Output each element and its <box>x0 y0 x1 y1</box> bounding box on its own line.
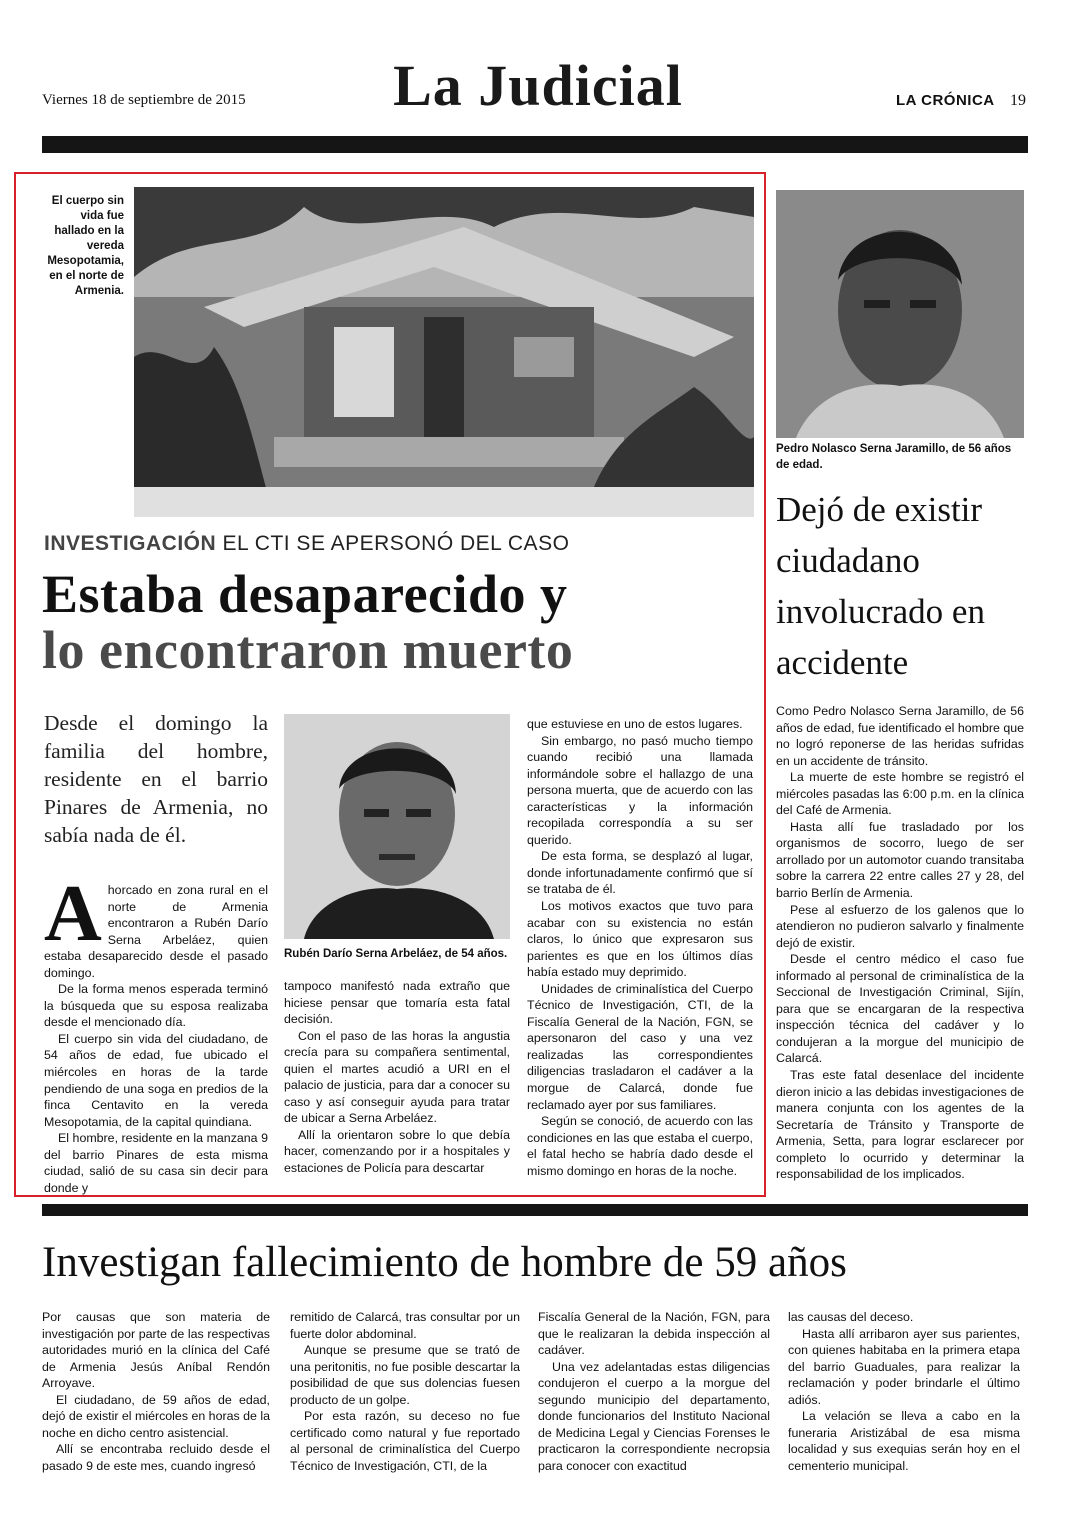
main-story-paragraph: Los motivos exactos que tuvo para acabar con su existencia no están claros, lo único que expresaron sus parientes es que en los últimos días había estado muy deprimido. <box>527 899 753 980</box>
drop-cap: A <box>44 870 102 958</box>
main-story-column-1 <box>44 870 268 1196</box>
bottom-story-column-4 <box>788 1309 1020 1474</box>
bottom-story-paragraph: Fiscalía General de la Nación, FGN, para que le realizaran la debida inspección al cadáver. <box>538 1310 770 1358</box>
main-story-paragraph: Según se conoció, de acuerdo con las condiciones en las que estaba el cuerpo, el fatal hecho se habría dado desde el mismo domingo en horas de la noche. <box>527 1114 753 1178</box>
side-story-paragraph: Desde el centro médico el caso fue informado al personal de criminalística de la Seccional de Investigación Criminal, Sijín, para que se encargaran de la respectiva inspección técnica del cadáver y lo condujeran a la morgue del municipio de Calarcá. <box>776 952 1024 1066</box>
main-headline <box>42 564 762 681</box>
bottom-story-rule <box>42 1204 1028 1216</box>
main-story-paragraph: Ahorcado en zona rural en el norte de Armenia encontraron a Rubén Darío Serna Arbeláez, quien estaba desaparecido desde el pasado domingo. <box>44 870 268 980</box>
kicker-label: INVESTIGACIÓN <box>44 532 217 555</box>
side-story-paragraph: Pese al esfuerzo de los galenos que lo atendieron no pudieron salvarlo y finalmente dejó de existir. <box>776 902 1024 950</box>
main-story-paragraph: El cuerpo sin vida del ciudadano, de 54 años de edad, fue ubicado el miércoles en horas de la tarde pendiendo de una soga en predios de la finca Centavito en la vereda Mesopotamia, de la capital quindiana. <box>44 1031 268 1129</box>
main-story-paragraph: que estuviese en uno de estos lugares. <box>527 717 743 731</box>
kicker-text: EL CTI SE APERSONÓ DEL CASO <box>222 532 570 555</box>
main-story-paragraph: tampoco manifestó nada extraño que hiciese pensar que tomaría esta fatal decisión. <box>284 979 510 1027</box>
bottom-story-paragraph: El ciudadano, de 59 años de edad, dejó de existir el miércoles en horas de la noche en dicho centro asistencial. <box>42 1392 270 1440</box>
bottom-story-paragraph: Por causas que son materia de investigación por parte de las respectivas autoridades murió en la clínica del Café de Armenia Jesús Aníbal Rendón Arroyave. <box>42 1310 270 1391</box>
bottom-story-paragraph: Por esta razón, su deceso no fue certificado como natural y fue reportado al personal de criminalística del Cuerpo Técnico de Investigación, CTI, de la <box>290 1409 520 1473</box>
side-story-body <box>776 703 1024 1183</box>
house-photo-caption: El cuerpo sin vida fue hallado en la vereda Mesopotamia, en el norte de Armenia. <box>47 195 124 297</box>
main-story-paragraph: Allí la orientaron sobre lo que debía hacer, comenzando por ir a hospitales y estaciones de Policía para descartar <box>284 1127 510 1176</box>
main-story-paragraph: Sin embargo, no pasó mucho tiempo cuando recibió una llamada informándole sobre el hallazgo de una persona muerta, que de acuerdo con las características y la información recopilada correspondía a su ser querido. <box>527 733 753 847</box>
bottom-story-paragraph: Allí se encontraba recluido desde el pasado 9 de este mes, cuando ingresó <box>42 1442 270 1473</box>
side-story-paragraph: La muerte de este hombre se registró el miércoles pasadas las 6:00 p.m. en la clínica del Café de Armenia. <box>776 770 1024 818</box>
side-portrait-caption: Pedro Nolasco Serna Jaramillo, de 56 años de edad. <box>776 443 1012 471</box>
side-story-paragraph: Tras este fatal desenlace del incidente dieron inicio a las debidas investigaciones de manera conjunta con los agentes de la Secretaría de Tránsito y Transporte de Armenia, Setta, para lograr esclarecer por completo lo ocurrido y determinar la responsabilidad de los implicados. <box>776 1068 1024 1182</box>
bottom-story-paragraph: Hasta allí arribaron ayer sus parientes, con quienes habitaba en la primera etapa del barrio Guaduales, para realizar la reclamación y poder brindarle el último adiós. <box>788 1326 1020 1407</box>
side-headline: Dejó de existir ciudadano involucrado en accidente <box>776 490 985 683</box>
bottom-headline: Investigan fallecimiento de hombre de 59 años <box>42 1239 847 1286</box>
bottom-story-paragraph: las causas del deceso. <box>788 1310 914 1324</box>
page-number: 19 <box>1010 92 1026 109</box>
section-title: La Judicial <box>393 53 683 118</box>
bottom-story-column-3 <box>538 1309 770 1474</box>
main-story-paragraph: De esta forma, se desplazó al lugar, donde infortunadamente confirmó que sí se trataba de él. <box>527 849 753 897</box>
bottom-story-column-1 <box>42 1309 270 1474</box>
bottom-story-paragraph: Una vez adelantadas estas diligencias condujeron el cuerpo a la morgue del segundo municipio del departamento, donde funcionarios del Instituto Nacional de Medicina Legal y Ciencias Forenses le practicaron la correspondiente necropsia para conocer con exactitud <box>538 1359 770 1473</box>
house-photo-image <box>134 187 754 517</box>
edition-date: Viernes 18 de septiembre de 2015 <box>42 92 246 108</box>
main-story-paragraph: El hombre, residente en la manzana 9 del barrio Pinares de esta misma ciudad, salió de su casa sin decir para donde y <box>44 1131 268 1195</box>
side-story-paragraph: Hasta allí fue trasladado por los organismos de socorro, luego de ser arrollado por un automotor cuando transitaba sobre la carrera 22 entre calles 27 y 28, del barrio Berlín de Armenia. <box>776 819 1024 901</box>
house-photo <box>134 187 754 517</box>
main-story-column-2 <box>284 978 510 1177</box>
side-story-paragraph: Como Pedro Nolasco Serna Jaramillo, de 56 años de edad, fue identificado el hombre que no logró reponerse de las heridas sufridas en un accidente de tránsito. <box>776 704 1024 768</box>
main-headline-line1: Estaba desaparecido y <box>42 564 568 624</box>
victim-portrait-caption: Rubén Darío Serna Arbeláez, de 54 años. <box>284 948 508 960</box>
bottom-story-paragraph: Aunque se presume que se trató de una peritonitis, no fue posible descartar la posibilidad de que sus dolencias fuesen producto de un golpe. <box>290 1343 520 1407</box>
newspaper-name: LA CRÓNICA <box>896 92 995 109</box>
main-headline-line2: lo encontraron muerto <box>42 620 574 681</box>
bottom-story-column-2 <box>290 1309 520 1474</box>
side-portrait <box>776 190 1024 438</box>
main-story-paragraph: Unidades de criminalística del Cuerpo Técnico de Investigación, CTI, de la Fiscalía General de la Nación, FGN, se apersonaron del caso y una vez realizadas las correspondientes diligencias trasladaron el cadáver a la morgue de Calarcá, donde fue reclamado ayer por sus familiares. <box>527 981 753 1112</box>
bottom-story-paragraph: La velación se lleva a cabo en la funeraria Aristizábal de esa misma localidad y sus exequias serán hoy en el cementerio municipal. <box>788 1409 1020 1473</box>
main-story-paragraph: De la forma menos esperada terminó la búsqueda que su esposa realizaba desde el mencionado día. <box>44 982 268 1030</box>
story-kicker <box>44 532 569 556</box>
side-portrait-image <box>776 190 1024 438</box>
victim-portrait-image <box>284 714 510 939</box>
main-story-paragraph: Con el paso de las horas la angustia crecía para su compañera sentimental, quien el martes acudió a URI en el palacio de justicia, para dar a conocer su caso y así conseguir ayuda para tratar de ubicar a Serna Arbeláez. <box>284 1028 510 1126</box>
victim-portrait <box>284 714 510 939</box>
story-lead: Desde el domingo la familia del hombre, residente en el barrio Pinares de Armenia, no sabía nada de él. <box>44 711 268 847</box>
main-story-column-3 <box>527 716 753 1179</box>
masthead-rule <box>42 136 1028 153</box>
bottom-story-paragraph: remitido de Calarcá, tras consultar por un fuerte dolor abdominal. <box>290 1310 520 1341</box>
